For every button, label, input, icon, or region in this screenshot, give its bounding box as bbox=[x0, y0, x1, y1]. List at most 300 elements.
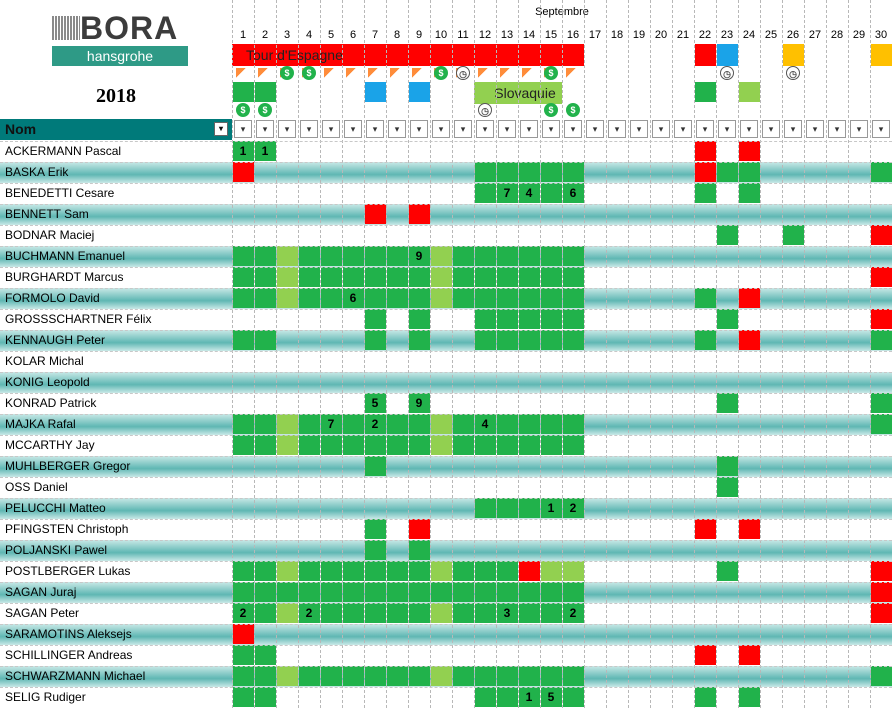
race-day-cell bbox=[563, 288, 584, 308]
sprint-icon: $ bbox=[566, 103, 580, 117]
race-day-cell bbox=[497, 267, 518, 287]
rider-name[interactable]: ACKERMANN Pascal bbox=[5, 144, 122, 158]
logo-sub: hansgrohe bbox=[52, 46, 188, 66]
stage-profile-icon bbox=[390, 68, 404, 78]
day-filter-button[interactable]: ▾ bbox=[234, 120, 252, 138]
race-day-cell bbox=[519, 162, 540, 182]
race-day-cell bbox=[365, 519, 386, 539]
grid-vline bbox=[474, 0, 475, 708]
day-filter-button[interactable]: ▾ bbox=[366, 120, 384, 138]
name-header-label: Nom bbox=[5, 121, 37, 137]
rider-name[interactable]: KOLAR Michal bbox=[5, 354, 84, 368]
race-day-cell bbox=[409, 561, 430, 581]
grid-vline bbox=[782, 0, 783, 708]
rest-day-cell bbox=[277, 414, 298, 434]
race-day-cell bbox=[497, 498, 518, 518]
day-filter-button[interactable]: ▾ bbox=[828, 120, 846, 138]
rider-name[interactable]: GROSSSCHARTNER Félix bbox=[5, 312, 152, 326]
race-day-cell bbox=[321, 561, 342, 581]
race-day-cell bbox=[695, 288, 716, 308]
race-day-cell bbox=[255, 330, 276, 350]
day-filter-button[interactable]: ▾ bbox=[344, 120, 362, 138]
event-flag bbox=[365, 82, 386, 102]
rider-name[interactable]: KONRAD Patrick bbox=[5, 396, 97, 410]
race-day-cell bbox=[365, 288, 386, 308]
rest-day-cell bbox=[277, 435, 298, 455]
race-day-cell bbox=[541, 162, 562, 182]
absent-day-cell bbox=[695, 162, 716, 182]
day-filter-button[interactable]: ▾ bbox=[542, 120, 560, 138]
grid-hline bbox=[0, 393, 892, 394]
race-day-cell bbox=[519, 582, 540, 602]
race-day-cell bbox=[497, 666, 518, 686]
race-day-cell bbox=[717, 393, 738, 413]
absent-day-cell bbox=[871, 561, 892, 581]
rider-name[interactable]: SCHWARZMANN Michael bbox=[5, 669, 146, 683]
race-day-cell bbox=[343, 435, 364, 455]
day-filter-button[interactable]: ▾ bbox=[652, 120, 670, 138]
race-day-cell bbox=[475, 246, 496, 266]
day-filter-button[interactable]: ▾ bbox=[630, 120, 648, 138]
race-day-cell bbox=[409, 330, 430, 350]
race-day-cell bbox=[299, 414, 320, 434]
race-day-cell bbox=[387, 414, 408, 434]
race-day-cell bbox=[563, 267, 584, 287]
rider-name[interactable]: BURGHARDT Marcus bbox=[5, 270, 124, 284]
race-day-cell bbox=[541, 309, 562, 329]
race-day-cell bbox=[387, 267, 408, 287]
race-day-cell bbox=[365, 456, 386, 476]
race-day-cell bbox=[431, 582, 452, 602]
race-day-cell bbox=[255, 246, 276, 266]
day-filter-button[interactable]: ▾ bbox=[454, 120, 472, 138]
day-filter-button[interactable]: ▾ bbox=[740, 120, 758, 138]
rider-name[interactable]: POLJANSKI Pawel bbox=[5, 543, 108, 557]
rider-name[interactable]: MAJKA Rafal bbox=[5, 417, 76, 431]
rider-name[interactable]: KENNAUGH Peter bbox=[5, 333, 106, 347]
grid-hline bbox=[0, 645, 892, 646]
grid-vline bbox=[342, 0, 343, 708]
grid-vline bbox=[254, 0, 255, 708]
result-number: 2 bbox=[305, 606, 313, 620]
rider-name[interactable]: MUHLBERGER Gregor bbox=[5, 459, 131, 473]
race-day-cell bbox=[233, 687, 254, 707]
grid-vline bbox=[408, 0, 409, 708]
race-day-cell bbox=[255, 603, 276, 623]
result-number: 5 bbox=[371, 396, 379, 410]
grid-hline bbox=[0, 435, 892, 436]
absent-day-cell bbox=[739, 141, 760, 161]
day-filter-button[interactable]: ▾ bbox=[520, 120, 538, 138]
rider-name[interactable]: MCCARTHY Jay bbox=[5, 438, 95, 452]
race-day-cell bbox=[387, 435, 408, 455]
absent-day-cell bbox=[695, 141, 716, 161]
race-day-cell bbox=[739, 162, 760, 182]
grid-hline bbox=[0, 267, 892, 268]
grid-hline bbox=[0, 141, 892, 142]
grid-hline bbox=[0, 372, 892, 373]
race-day-cell bbox=[299, 561, 320, 581]
result-number: 1 bbox=[547, 501, 555, 515]
day-number: 16 bbox=[566, 29, 580, 41]
race-bar[interactable]: Slovaquie bbox=[474, 82, 562, 104]
rider-name[interactable]: BUCHMANN Emanuel bbox=[5, 249, 126, 263]
logo-bars-icon bbox=[52, 16, 80, 40]
race-day-cell bbox=[871, 393, 892, 413]
absent-day-cell bbox=[871, 267, 892, 287]
event-flag bbox=[695, 82, 716, 102]
absent-day-cell bbox=[409, 204, 430, 224]
day-number: 9 bbox=[415, 29, 423, 41]
race-day-cell bbox=[541, 435, 562, 455]
rider-name[interactable]: BENEDETTI Cesare bbox=[5, 186, 115, 200]
rider-name[interactable]: BENNETT Sam bbox=[5, 207, 89, 221]
day-number: 30 bbox=[874, 29, 888, 41]
day-number: 25 bbox=[764, 29, 778, 41]
race-day-cell bbox=[365, 603, 386, 623]
grid-vline bbox=[540, 0, 541, 708]
race-day-cell bbox=[343, 582, 364, 602]
rider-name[interactable]: BASKA Erik bbox=[5, 165, 69, 179]
grid-vline bbox=[628, 0, 629, 708]
day-filter-button[interactable]: ▾ bbox=[674, 120, 692, 138]
absent-day-cell bbox=[871, 582, 892, 602]
race-day-cell bbox=[453, 603, 474, 623]
race-day-cell bbox=[563, 414, 584, 434]
rider-name[interactable]: KONIG Leopold bbox=[5, 375, 90, 389]
race-day-cell bbox=[519, 666, 540, 686]
race-day-cell bbox=[255, 582, 276, 602]
rider-name[interactable]: PFINGSTEN Christoph bbox=[5, 522, 129, 536]
grid-vline bbox=[518, 0, 519, 708]
absent-day-cell bbox=[871, 225, 892, 245]
race-day-cell bbox=[299, 666, 320, 686]
day-number: 3 bbox=[283, 29, 291, 41]
race-day-cell bbox=[453, 288, 474, 308]
race-day-cell bbox=[365, 309, 386, 329]
race-day-cell bbox=[233, 435, 254, 455]
clock-icon: ◷ bbox=[456, 66, 470, 80]
race-day-cell bbox=[409, 309, 430, 329]
grid-vline bbox=[276, 0, 277, 708]
race-day-cell bbox=[541, 288, 562, 308]
day-number: 28 bbox=[830, 29, 844, 41]
stage-profile-icon bbox=[412, 68, 426, 78]
race-day-cell bbox=[255, 645, 276, 665]
result-number: 2 bbox=[569, 501, 577, 515]
race-day-cell bbox=[519, 246, 540, 266]
race-day-cell bbox=[717, 162, 738, 182]
grid-hline bbox=[0, 498, 892, 499]
race-day-cell bbox=[475, 288, 496, 308]
race-day-cell bbox=[233, 645, 254, 665]
day-filter-button[interactable]: ▾ bbox=[432, 120, 450, 138]
race-day-cell bbox=[563, 246, 584, 266]
race-day-cell bbox=[475, 561, 496, 581]
clock-icon: ◷ bbox=[478, 103, 492, 117]
grid-hline bbox=[0, 225, 892, 226]
name-column-header[interactable] bbox=[0, 119, 232, 140]
day-number: 21 bbox=[676, 29, 690, 41]
race-day-cell bbox=[717, 561, 738, 581]
grid-hline bbox=[0, 183, 892, 184]
result-number: 5 bbox=[547, 690, 555, 704]
event-flag bbox=[717, 44, 738, 66]
grid-hline bbox=[0, 687, 892, 688]
day-number: 14 bbox=[522, 29, 536, 41]
race-day-cell bbox=[739, 687, 760, 707]
event-flag bbox=[871, 44, 892, 66]
logo-word: BORA bbox=[80, 10, 179, 46]
race-day-cell bbox=[343, 666, 364, 686]
day-number: 5 bbox=[327, 29, 335, 41]
day-number: 27 bbox=[808, 29, 822, 41]
absent-day-cell bbox=[695, 519, 716, 539]
day-filter-button[interactable]: ▾ bbox=[498, 120, 516, 138]
grid-vline bbox=[232, 0, 233, 708]
race-day-cell bbox=[475, 582, 496, 602]
result-number: 4 bbox=[525, 186, 533, 200]
absent-day-cell bbox=[409, 519, 430, 539]
race-day-cell bbox=[365, 540, 386, 560]
day-number: 1 bbox=[239, 29, 247, 41]
race-day-cell bbox=[563, 162, 584, 182]
rider-name[interactable]: SAGAN Juraj bbox=[5, 585, 77, 599]
race-day-cell bbox=[255, 267, 276, 287]
rider-name[interactable]: SAGAN Peter bbox=[5, 606, 80, 620]
day-filter-button[interactable]: ▾ bbox=[608, 120, 626, 138]
race-day-cell bbox=[321, 288, 342, 308]
day-number: 11 bbox=[457, 29, 469, 41]
race-day-cell bbox=[541, 246, 562, 266]
race-day-cell bbox=[475, 183, 496, 203]
day-filter-button[interactable]: ▾ bbox=[410, 120, 428, 138]
stage-profile-icon bbox=[324, 68, 338, 78]
grid-vline bbox=[650, 0, 651, 708]
grid-vline bbox=[804, 0, 805, 708]
absent-day-cell bbox=[365, 204, 386, 224]
race-day-cell bbox=[497, 582, 518, 602]
race-day-cell bbox=[695, 330, 716, 350]
day-filter-button[interactable]: ▾ bbox=[256, 120, 274, 138]
race-day-cell bbox=[321, 246, 342, 266]
event-flag bbox=[255, 82, 276, 102]
day-number: 4 bbox=[305, 29, 313, 41]
rest-day-cell bbox=[277, 288, 298, 308]
day-number: 7 bbox=[371, 29, 379, 41]
race-day-cell bbox=[717, 477, 738, 497]
race-day-cell bbox=[365, 330, 386, 350]
race-day-cell bbox=[497, 561, 518, 581]
stage-profile-icon bbox=[236, 68, 250, 78]
race-day-cell bbox=[321, 267, 342, 287]
rest-day-cell bbox=[431, 561, 452, 581]
day-number: 17 bbox=[588, 29, 602, 41]
rest-day-cell bbox=[431, 666, 452, 686]
race-day-cell bbox=[541, 267, 562, 287]
race-day-cell bbox=[365, 582, 386, 602]
race-day-cell bbox=[563, 309, 584, 329]
absent-day-cell bbox=[739, 519, 760, 539]
day-filter-button[interactable]: ▾ bbox=[762, 120, 780, 138]
day-number: 19 bbox=[632, 29, 646, 41]
sprint-icon: $ bbox=[544, 103, 558, 117]
race-day-cell bbox=[563, 666, 584, 686]
race-day-cell bbox=[321, 666, 342, 686]
race-day-cell bbox=[365, 267, 386, 287]
race-day-cell bbox=[563, 330, 584, 350]
race-day-cell bbox=[497, 246, 518, 266]
race-day-cell bbox=[453, 435, 474, 455]
race-day-cell bbox=[321, 582, 342, 602]
grid-hline bbox=[0, 456, 892, 457]
race-day-cell bbox=[321, 603, 342, 623]
race-day-cell bbox=[365, 246, 386, 266]
rider-name[interactable]: PELUCCHI Matteo bbox=[5, 501, 106, 515]
race-day-cell bbox=[255, 414, 276, 434]
race-day-cell bbox=[497, 309, 518, 329]
day-filter-button[interactable]: ▾ bbox=[476, 120, 494, 138]
sprint-icon: $ bbox=[434, 66, 448, 80]
day-filter-button[interactable]: ▾ bbox=[872, 120, 890, 138]
race-day-cell bbox=[387, 561, 408, 581]
grid-hline bbox=[0, 603, 892, 604]
event-flag bbox=[739, 82, 760, 102]
race-day-cell bbox=[299, 288, 320, 308]
race-day-cell bbox=[541, 666, 562, 686]
stage-profile-icon bbox=[500, 68, 514, 78]
result-number: 2 bbox=[371, 417, 379, 431]
race-day-cell bbox=[299, 582, 320, 602]
absent-day-cell bbox=[871, 603, 892, 623]
day-filter-button[interactable]: ▾ bbox=[806, 120, 824, 138]
race-day-cell bbox=[519, 288, 540, 308]
race-day-cell bbox=[563, 687, 584, 707]
race-day-cell bbox=[255, 435, 276, 455]
race-day-cell bbox=[233, 246, 254, 266]
rest-day-cell bbox=[431, 246, 452, 266]
day-filter-button[interactable]: ▾ bbox=[278, 120, 296, 138]
race-day-cell bbox=[409, 666, 430, 686]
grid-vline bbox=[386, 0, 387, 708]
rest-day-cell bbox=[277, 561, 298, 581]
day-number: 20 bbox=[654, 29, 668, 41]
grid-hline bbox=[0, 582, 892, 583]
race-day-cell bbox=[497, 687, 518, 707]
rider-name[interactable]: FORMOLO David bbox=[5, 291, 100, 305]
grid-hline bbox=[0, 540, 892, 541]
result-number: 2 bbox=[569, 606, 577, 620]
grid-vline bbox=[562, 0, 563, 708]
bora-hansgrohe-logo bbox=[52, 10, 188, 68]
race-day-cell bbox=[871, 414, 892, 434]
grid-hline bbox=[0, 666, 892, 667]
day-number: 18 bbox=[610, 29, 624, 41]
rest-day-cell bbox=[277, 267, 298, 287]
stage-profile-icon bbox=[566, 68, 580, 78]
race-day-cell bbox=[299, 267, 320, 287]
stage-profile-icon bbox=[346, 68, 360, 78]
race-day-cell bbox=[717, 456, 738, 476]
grid-vline bbox=[694, 0, 695, 708]
race-day-cell bbox=[475, 309, 496, 329]
race-day-cell bbox=[233, 561, 254, 581]
race-day-cell bbox=[519, 309, 540, 329]
race-day-cell bbox=[409, 582, 430, 602]
day-filter-button[interactable]: ▾ bbox=[718, 120, 736, 138]
race-day-cell bbox=[409, 414, 430, 434]
year-label: 2018 bbox=[96, 85, 136, 107]
rider-name[interactable]: SELIG Rudiger bbox=[5, 690, 86, 704]
clock-icon: ◷ bbox=[786, 66, 800, 80]
grid-vline bbox=[452, 0, 453, 708]
rider-name[interactable]: POSTLBERGER Lukas bbox=[5, 564, 131, 578]
sprint-icon: $ bbox=[280, 66, 294, 80]
day-filter-button[interactable]: ▾ bbox=[300, 120, 318, 138]
rider-name[interactable]: BODNAR Maciej bbox=[5, 228, 95, 242]
grid-hline bbox=[0, 624, 892, 625]
event-flag bbox=[409, 82, 430, 102]
race-day-cell bbox=[387, 666, 408, 686]
day-filter-button[interactable]: ▾ bbox=[564, 120, 582, 138]
sprint-icon: $ bbox=[302, 66, 316, 80]
grid-vline bbox=[870, 0, 871, 708]
rider-name[interactable]: OSS Daniel bbox=[5, 480, 68, 494]
day-number: 6 bbox=[349, 29, 357, 41]
day-filter-button[interactable]: ▾ bbox=[586, 120, 604, 138]
race-day-cell bbox=[453, 414, 474, 434]
day-filter-button[interactable]: ▾ bbox=[696, 120, 714, 138]
race-day-cell bbox=[519, 435, 540, 455]
absent-day-cell bbox=[233, 624, 254, 644]
absent-day-cell bbox=[739, 288, 760, 308]
rest-day-cell bbox=[277, 603, 298, 623]
filter-dropdown-icon[interactable]: ▾ bbox=[214, 122, 228, 136]
rider-name[interactable]: SARAMOTINS Aleksejs bbox=[5, 627, 132, 641]
grid-vline bbox=[584, 0, 585, 708]
race-day-cell bbox=[695, 183, 716, 203]
grid-hline bbox=[0, 162, 892, 163]
day-number: 24 bbox=[742, 29, 756, 41]
sprint-icon: $ bbox=[544, 66, 558, 80]
race-day-cell bbox=[233, 666, 254, 686]
day-filter-button[interactable]: ▾ bbox=[388, 120, 406, 138]
race-day-cell bbox=[783, 225, 804, 245]
race-day-cell bbox=[541, 582, 562, 602]
race-day-cell bbox=[871, 666, 892, 686]
grid-vline bbox=[298, 0, 299, 708]
grid-vline bbox=[606, 0, 607, 708]
result-number: 2 bbox=[239, 606, 247, 620]
sprint-icon: $ bbox=[258, 103, 272, 117]
race-day-cell bbox=[453, 582, 474, 602]
day-filter-button[interactable]: ▾ bbox=[784, 120, 802, 138]
grid-vline bbox=[848, 0, 849, 708]
rest-day-cell bbox=[431, 414, 452, 434]
grid-vline bbox=[496, 0, 497, 708]
day-number: 15 bbox=[544, 29, 558, 41]
day-number: 2 bbox=[261, 29, 269, 41]
race-day-cell bbox=[233, 267, 254, 287]
day-filter-button[interactable]: ▾ bbox=[850, 120, 868, 138]
grid-vline bbox=[760, 0, 761, 708]
race-day-cell bbox=[233, 330, 254, 350]
race-bar[interactable]: Tour d'Espagne bbox=[232, 44, 584, 66]
race-day-cell bbox=[387, 246, 408, 266]
day-filter-button[interactable]: ▾ bbox=[322, 120, 340, 138]
grid-vline bbox=[430, 0, 431, 708]
rider-name[interactable]: SCHILLINGER Andreas bbox=[5, 648, 133, 662]
